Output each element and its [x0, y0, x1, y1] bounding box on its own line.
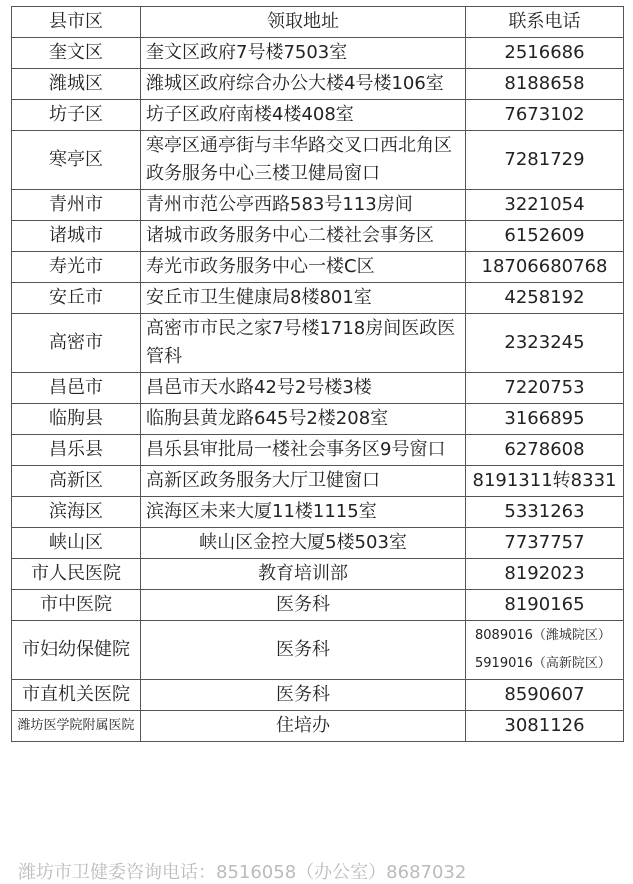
header-address: 领取地址	[141, 7, 466, 38]
table-row	[12, 283, 624, 314]
phone-number: 3221054	[504, 194, 585, 215]
address-cell: 医务科	[141, 590, 466, 621]
phone-cell	[466, 373, 624, 404]
phone-cell	[466, 621, 624, 680]
address-cell: 高密市市民之家7号楼1718房间医政医管科	[141, 314, 466, 373]
address-cell: 教育培训部	[141, 559, 466, 590]
address-cell: 寿光市政务服务中心一楼C区	[141, 252, 466, 283]
phone-number: 7281729	[504, 149, 585, 170]
phone-number: 6152609	[504, 225, 585, 246]
table-header-row	[12, 7, 624, 38]
table-row	[12, 590, 624, 621]
area-cell: 临朐县	[12, 404, 141, 435]
table-body	[12, 38, 624, 742]
area-cell: 潍坊医学院附属医院	[12, 711, 141, 742]
table-row	[12, 190, 624, 221]
area-cell: 安丘市	[12, 283, 141, 314]
table-row	[12, 621, 624, 680]
table-row	[12, 69, 624, 100]
area-cell: 潍城区	[12, 69, 141, 100]
header-area: 县市区	[12, 7, 141, 38]
area-cell: 市直机关医院	[12, 680, 141, 711]
header-phone: 联系电话	[466, 7, 624, 38]
area-cell: 市妇幼保健院	[12, 621, 141, 680]
phone-cell	[466, 435, 624, 466]
address-cell: 安丘市卫生健康局8楼801室	[141, 283, 466, 314]
phone-cell	[466, 559, 624, 590]
phone-cell	[466, 497, 624, 528]
phone-cell	[466, 38, 624, 69]
area-cell: 昌乐县	[12, 435, 141, 466]
address-cell: 峡山区金控大厦5楼503室	[141, 528, 466, 559]
area-cell: 青州市	[12, 190, 141, 221]
table-row	[12, 497, 624, 528]
phone-cell	[466, 528, 624, 559]
area-cell: 滨海区	[12, 497, 141, 528]
table-row	[12, 435, 624, 466]
table-row	[12, 466, 624, 497]
area-cell: 市人民医院	[12, 559, 141, 590]
phone-cell	[466, 680, 624, 711]
phone-number: 3166895	[504, 408, 585, 429]
address-cell: 住培办	[141, 711, 466, 742]
address-cell: 诸城市政务服务中心二楼社会事务区	[141, 221, 466, 252]
phone-cell	[466, 252, 624, 283]
phone-number: 8188658	[504, 73, 585, 94]
phone-cell	[466, 69, 624, 100]
address-cell: 昌乐县审批局一楼社会事务区9号窗口	[141, 435, 466, 466]
phone-number: 8089016（潍城院区）	[475, 628, 611, 643]
phone-number: 8190165	[504, 594, 585, 615]
address-table	[11, 6, 624, 742]
area-cell: 高密市	[12, 314, 141, 373]
table-row	[12, 314, 624, 373]
area-cell: 寿光市	[12, 252, 141, 283]
table-row	[12, 373, 624, 404]
phone-cell	[466, 404, 624, 435]
address-cell: 昌邑市天水路42号2号楼3楼	[141, 373, 466, 404]
table-row	[12, 131, 624, 190]
phone-cell	[466, 711, 624, 742]
phone-cell	[466, 221, 624, 252]
table-row	[12, 711, 624, 742]
table-row	[12, 38, 624, 69]
table-row	[12, 404, 624, 435]
address-cell: 坊子区政府南楼4楼408室	[141, 100, 466, 131]
table-row	[12, 221, 624, 252]
table-row	[12, 252, 624, 283]
phone-cell	[466, 283, 624, 314]
phone-number: 6278608	[504, 439, 585, 460]
area-cell: 寒亭区	[12, 131, 141, 190]
phone-cell	[466, 131, 624, 190]
phone-number: 2323245	[504, 332, 585, 353]
phone-cell	[466, 314, 624, 373]
address-cell: 临朐县黄龙路645号2楼208室	[141, 404, 466, 435]
address-cell: 寒亭区通亭街与丰华路交叉口西北角区政务服务中心三楼卫健局窗口	[141, 131, 466, 190]
phone-number: 4258192	[504, 287, 585, 308]
area-cell: 峡山区	[12, 528, 141, 559]
area-cell: 奎文区	[12, 38, 141, 69]
address-cell: 滨海区未来大厦11楼1115室	[141, 497, 466, 528]
phone-number: 7673102	[504, 104, 585, 125]
phone-number: 8192023	[504, 563, 585, 584]
phone-number: 5331263	[504, 501, 585, 522]
phone-cell	[466, 100, 624, 131]
table-row	[12, 100, 624, 131]
area-cell: 市中医院	[12, 590, 141, 621]
phone-number: 8590607	[504, 684, 585, 705]
table-row	[12, 559, 624, 590]
phone-number: 3081126	[504, 715, 585, 736]
phone-number: 8191311转8331	[472, 470, 617, 491]
phone-number: 18706680768	[481, 256, 608, 277]
phone-number: 7220753	[504, 377, 585, 398]
phone-number: 7737757	[504, 532, 585, 553]
phone-number: 5919016（高新院区）	[475, 656, 611, 671]
address-cell: 青州市范公亭西路583号113房间	[141, 190, 466, 221]
phone-cell	[466, 190, 624, 221]
address-cell: 潍城区政府综合办公大楼4号楼106室	[141, 69, 466, 100]
footer-text: 潍坊市卫健委咨询电话：8516058（办公室）8687032	[18, 862, 467, 883]
address-cell: 医务科	[141, 621, 466, 680]
area-cell: 昌邑市	[12, 373, 141, 404]
table-row	[12, 680, 624, 711]
area-cell: 诸城市	[12, 221, 141, 252]
address-cell: 高新区政务服务大厅卫健窗口	[141, 466, 466, 497]
phone-cell	[466, 590, 624, 621]
phone-number: 2516686	[504, 42, 585, 63]
table-row	[12, 528, 624, 559]
address-cell: 医务科	[141, 680, 466, 711]
address-cell: 奎文区政府7号楼7503室	[141, 38, 466, 69]
area-cell: 坊子区	[12, 100, 141, 131]
area-cell: 高新区	[12, 466, 141, 497]
phone-cell	[466, 466, 624, 497]
